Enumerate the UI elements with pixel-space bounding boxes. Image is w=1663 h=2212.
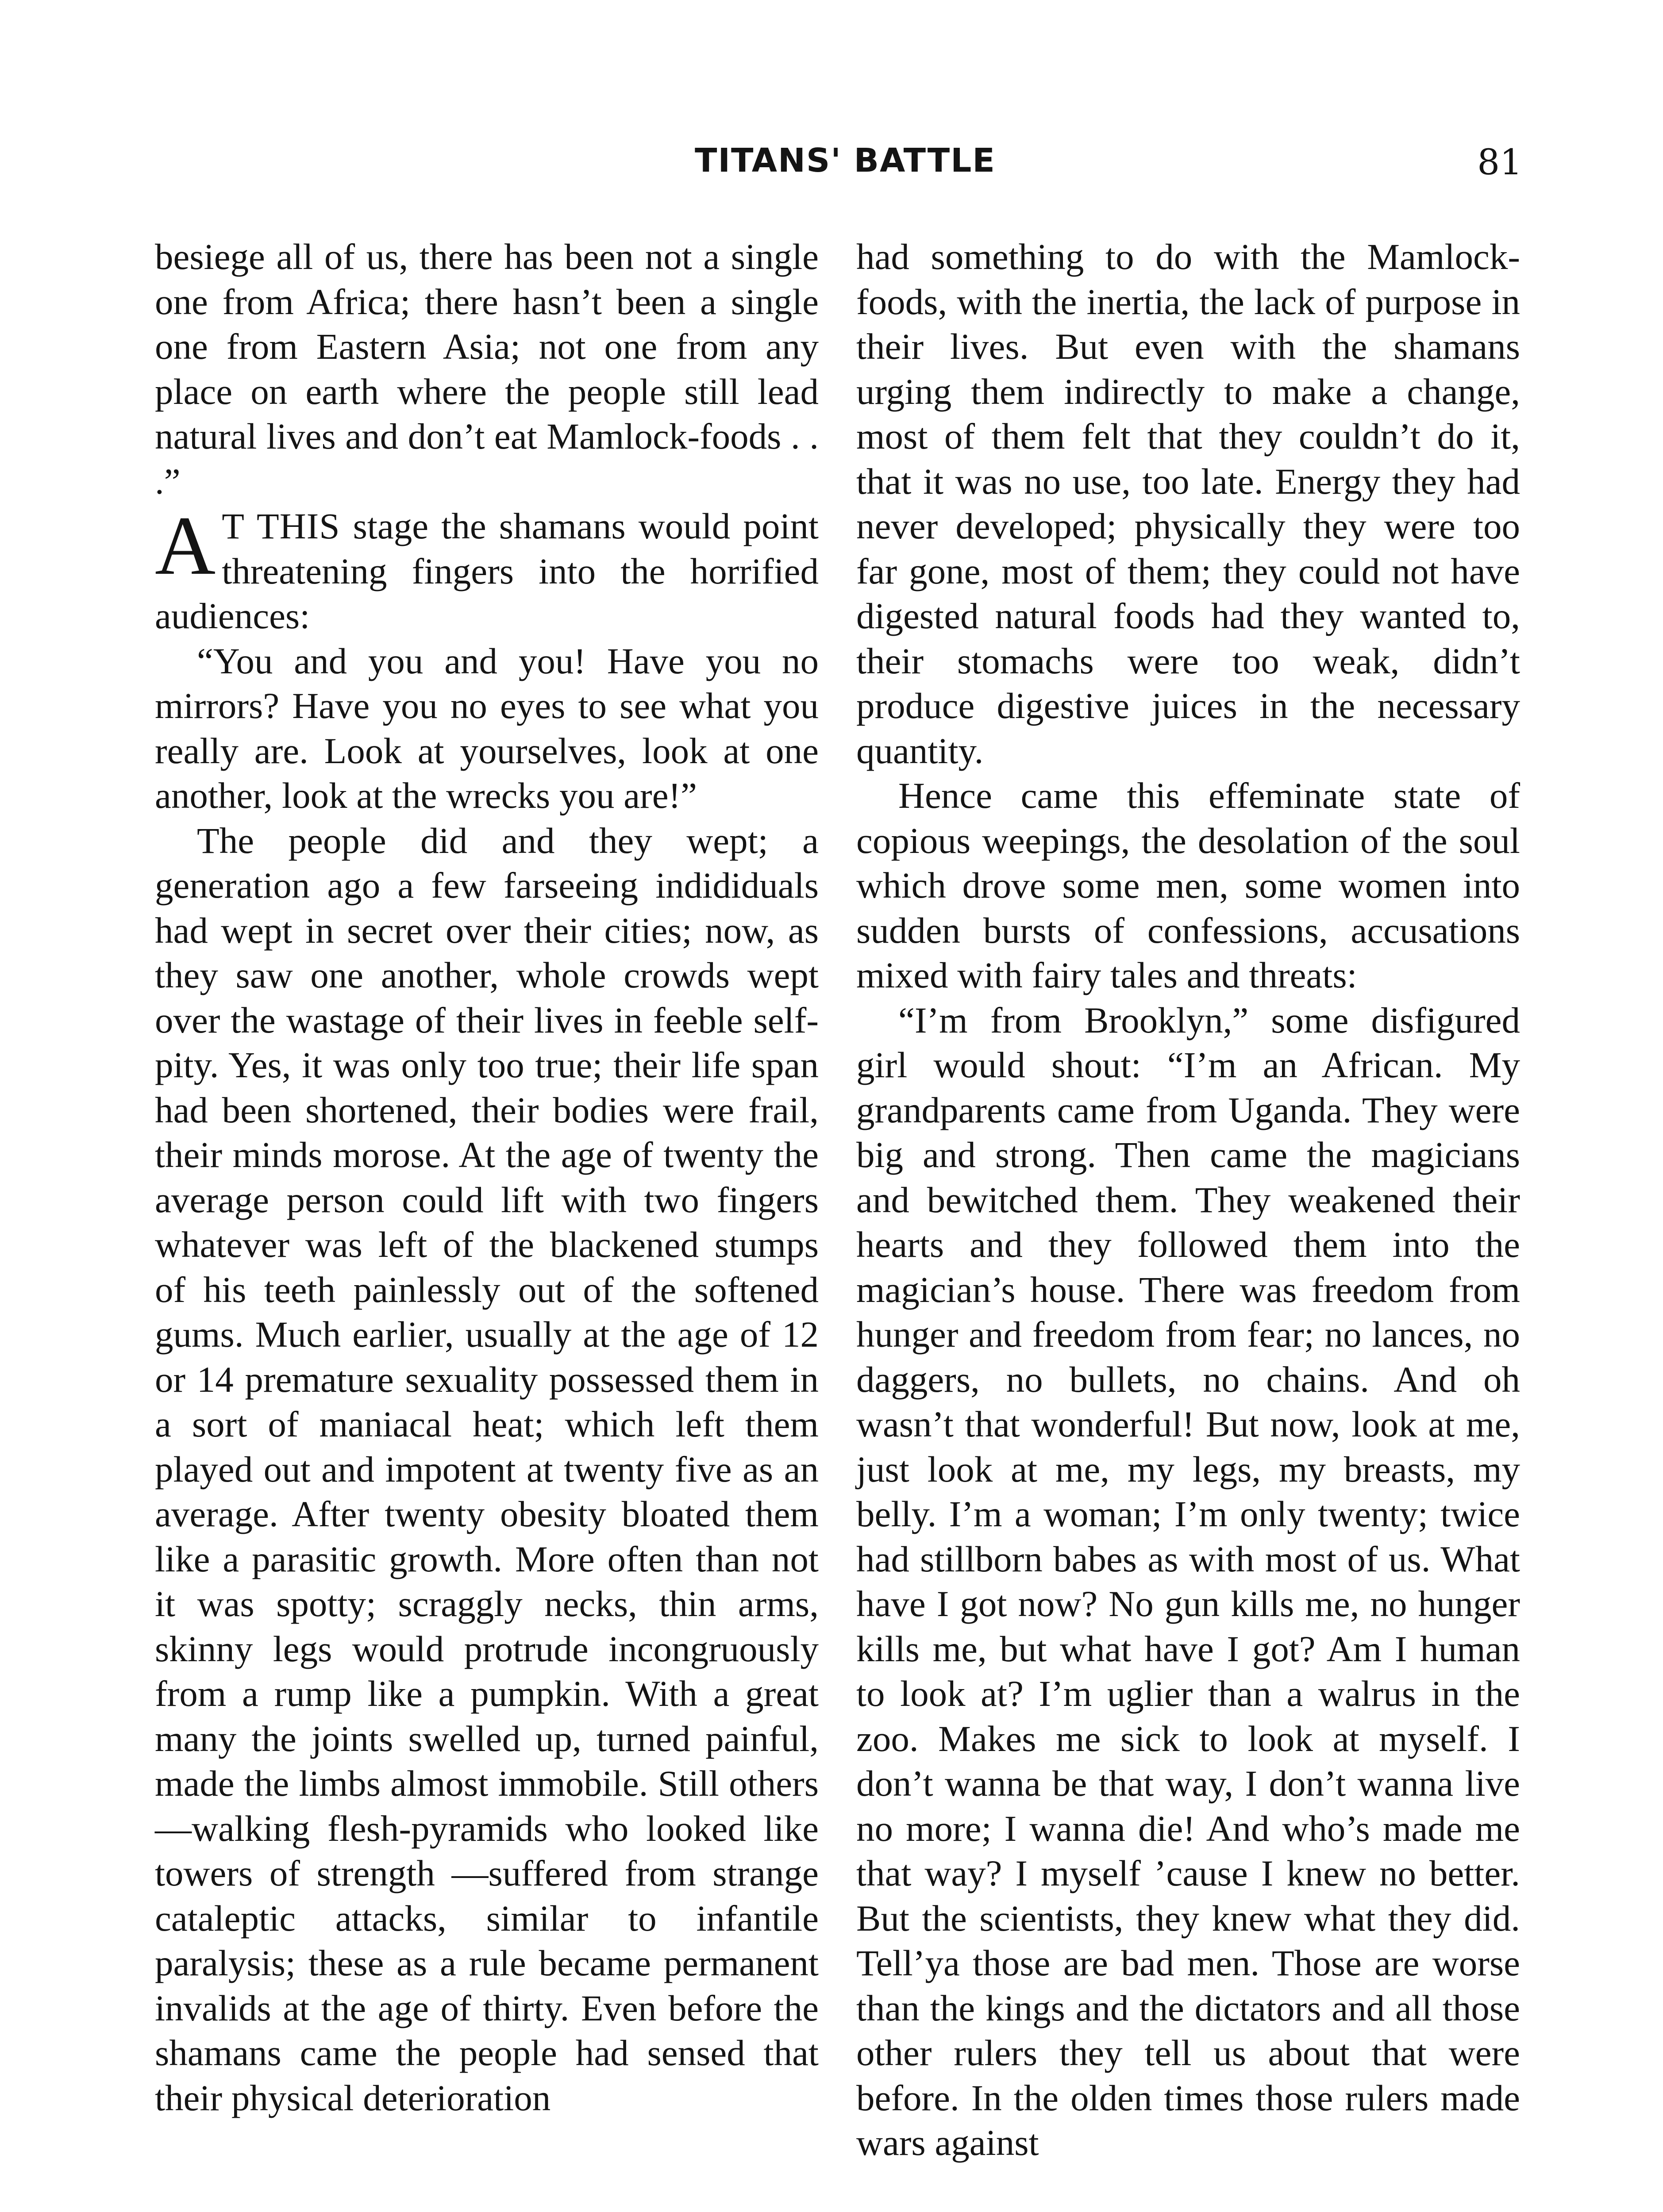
section-start-paragraph bbox=[155, 499, 819, 639]
right-column bbox=[856, 234, 1520, 2166]
lead-in-caps: T THIS bbox=[222, 506, 340, 546]
paragraph-text: stage the shamans would point threatening fingers into the horrified audiences: bbox=[155, 506, 819, 636]
paragraph: Hence came this effeminate state of copious weepings, the desolation of the soul which drove some men, some women into sudden bursts of confessions, accusations mixed with fairy tales and threats: bbox=[856, 775, 1520, 995]
paragraph: besiege all of us, there has been not a single one from Africa; there hasn’t been a single one from Eastern Asia; not one from any place on earth where the people still lead natural lives and don’t eat Mamlock-foods . . .” bbox=[155, 236, 819, 502]
running-title: TITANS' BATTLE bbox=[695, 142, 996, 180]
left-column bbox=[155, 234, 819, 2120]
page-number: 81 bbox=[1477, 142, 1522, 183]
paragraph: “I’m from Brooklyn,” some disfigured girl would shout: “I’m an African. My grandparents came from Uganda. They were big and strong. Then came the magicians and bewitched them. They weakened their hearts and they followed them into the magician’s house. There was freedom from hunger and freedom from fear; no lances, no daggers, no bullets, no chains. And oh wasn’t that wonderful! But now, look at me, just look at me, my legs, my breasts, my belly. I’m a woman; I’m only twenty; twice had stillborn babes as with most of us. What have I got now? No gun kills me, no hunger kills me, but what have I got? Am I human to look at? I’m uglier than a walrus in the zoo. Makes me sick to look at myself. I don’t wanna be that way, I don’t wanna live no more; I wanna die! And who’s made me that way? I myself ’cause I knew no better. But the scientists, they knew what they did. Tell’ya those are bad men. Those are worse than the kings and the dictators and all those other rulers they tell us about that were before. In the olden times those rulers made wars against bbox=[856, 999, 1520, 2163]
page-header bbox=[0, 142, 1663, 195]
drop-cap: A bbox=[155, 499, 216, 592]
paragraph: “You and you and you! Have you no mirrors? Have you no eyes to see what you really are. Look at yourselves, look at one another, look at the wrecks you are!” bbox=[155, 640, 819, 816]
paragraph: had something to do with the Mamlock-foods, with the inertia, the lack of purpose in their lives. But even with the shamans urging them indirectly to make a change, most of them felt that they couldn’t do it, that it was no use, too late. Energy they had never developed; physically they were too far gone, most of them; they could not have digested natural foods had they wanted to, their stomachs were too weak, didn’t produce digestive juices in the necessary quantity. bbox=[856, 236, 1520, 771]
paragraph: The people did and they wept; a generation ago a few farseeing indididuals had wept in secret over their cities; now, as they saw one another, whole crowds wept over the wastage of their lives in feeble self-pity. Yes, it was only too true; their life span had been shortened, their bodies were frail, their minds morose. At the age of twenty the average person could lift with two fingers whatever was left of the blackened stumps of his teeth painlessly out of the softened gums. Much earlier, usually at the age of 12 or 14 premature sexuality possessed them in a sort of maniacal heat; which left them played out and impotent at twenty five as an average. After twenty obesity bloated them like a parasitic growth. More often than not it was spotty; scraggly necks, thin arms, skinny legs would protrude incongruously from a rump like a pumpkin. With a great many the joints swelled up, turned painful, made the limbs almost immobile. Still others—walking flesh-pyramids who looked like towers of strength —suffered from strange cataleptic attacks, similar to infantile paralysis; these as a rule became permanent invalids at the age of thirty. Even before the shamans came the people had sensed that their physical deterioration bbox=[155, 820, 819, 2118]
